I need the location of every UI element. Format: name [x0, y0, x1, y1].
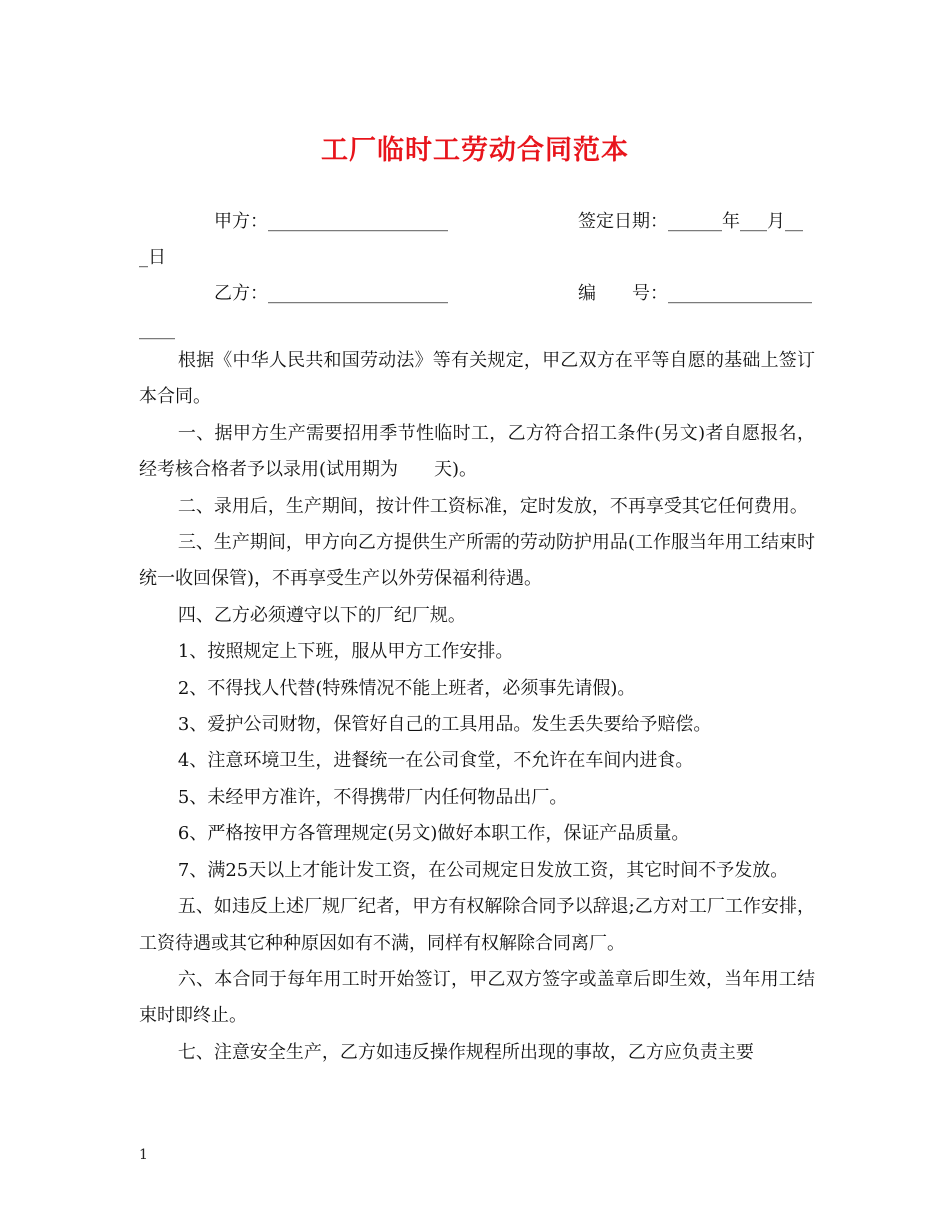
party-a-field: 甲方：____________________	[214, 211, 448, 232]
rule-item-1: 1、按照规定上下班，服从甲方工作安排。	[177, 641, 514, 663]
rule-item-6: 6、严格按甲方各管理规定(另文)做好本职工作，保证产品质量。	[177, 823, 690, 845]
paragraph-intro: 根据《中华人民共和国劳动法》等有关规定，甲乙双方在平等自愿的基础上签订本合同。	[139, 350, 815, 408]
paragraph-clause-1: 一、据甲方生产需要招用季节性临时工，乙方符合招工条件(另文)者自愿报名，经考核合格者予以录用(试用期为 天)。	[139, 422, 815, 481]
contract-body	[139, 343, 815, 1071]
sign-date-field: 签定日期：______年___月__	[578, 211, 803, 232]
sign-date-wrap: _日	[139, 247, 166, 268]
paragraph-clause-7: 七、注意安全生产，乙方如违反操作规程所出现的事故，乙方应负责主要	[177, 1041, 754, 1063]
paragraph-clause-4: 四、乙方必须遵守以下的厂纪厂规。	[177, 604, 466, 626]
rule-item-2: 2、不得找人代替(特殊情况不能上班者，必须事先请假)。	[177, 677, 636, 699]
paragraph-clause-2: 二、录用后，生产期间，按计件工资标准，定时发放，不再享受其它任何费用。	[177, 495, 808, 517]
paragraph-clause-5: 五、如违反上述厂规厂纪者，甲方有权解除合同予以辞退;乙方对工厂工作安排，工资待遇或其它种种原因如有不满，同样有权解除合同离厂。	[139, 896, 815, 954]
page-number: 1	[139, 1147, 148, 1163]
document-title: 工厂临时工劳动合同范本	[321, 135, 629, 166]
party-b-field: 乙方：____________________	[214, 283, 448, 304]
paragraph-clause-6: 六、本合同于每年用工时开始签订，甲乙双方签字或盖章后即生效，当年用工结束时即终止。	[139, 968, 815, 1027]
serial-number-wrap: ____	[139, 319, 175, 340]
rule-item-3: 3、爱护公司财物，保管好自己的工具用品。发生丢失要给予赔偿。	[177, 714, 712, 736]
serial-number-field: 编 号：________________	[578, 283, 812, 304]
rule-item-5: 5、未经甲方准许，不得携带厂内任何物品出厂。	[177, 786, 568, 808]
rule-item-4: 4、注意环境卫生，进餐统一在公司食堂，不允许在车间内进食。	[177, 750, 694, 772]
rule-item-7: 7、满25天以上才能计发工资，在公司规定日发放工资，其它时间不予发放。	[177, 859, 789, 881]
paragraph-clause-3: 三、生产期间，甲方向乙方提供生产所需的劳动防护用品(工作服当年用工结束时统一收回保管)，不再享受生产以外劳保福利待遇。	[139, 532, 815, 590]
